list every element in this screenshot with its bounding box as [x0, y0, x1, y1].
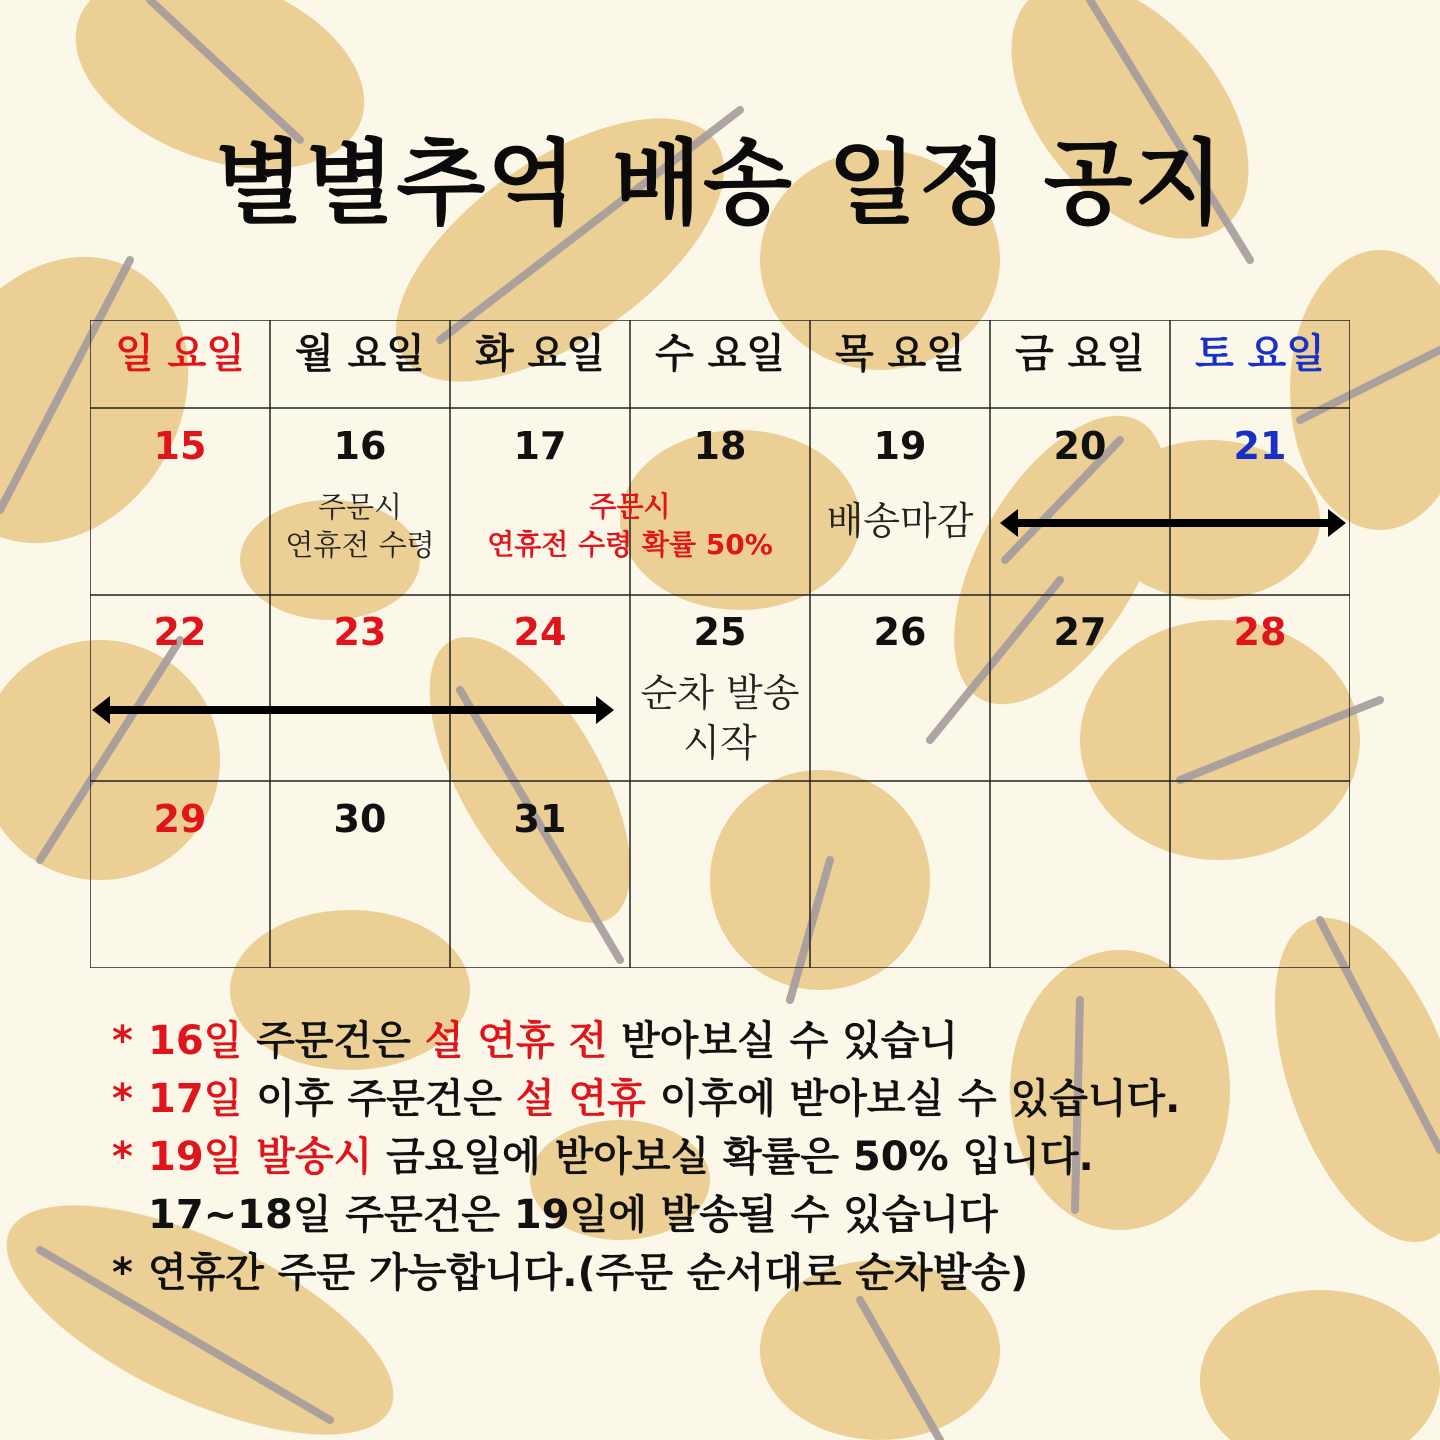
day-27: 27	[1053, 610, 1107, 654]
note-thu19: 배송마감	[826, 499, 974, 543]
notice-line-1	[112, 1012, 1372, 1070]
note-tue17-line1: 주문시	[589, 490, 671, 523]
bullet-star: *	[112, 1134, 133, 1180]
page-title: 별별추억 배송 일정 공지	[214, 130, 1226, 237]
day-22: 22	[153, 610, 207, 654]
notice-list	[112, 1012, 1372, 1302]
header-thursday: 목 요일	[835, 331, 965, 377]
day-29: 29	[153, 797, 207, 841]
day-24: 24	[513, 610, 567, 654]
notice-line-3	[112, 1128, 1372, 1186]
header-friday: 금 요일	[1015, 331, 1145, 377]
day-15: 15	[153, 424, 207, 468]
day-25: 25	[693, 610, 747, 654]
header-saturday: 토 요일	[1195, 331, 1325, 377]
note-mon16	[270, 488, 450, 564]
header-sunday: 일 요일	[115, 331, 245, 377]
notice-2-highlight: 설 연휴	[515, 1076, 646, 1122]
notice-line-2	[112, 1070, 1372, 1128]
bullet-star: *	[112, 1018, 133, 1064]
notice-1-date: 16일	[148, 1018, 243, 1064]
day-16: 16	[333, 424, 387, 468]
day-30: 30	[333, 797, 387, 841]
day-19: 19	[873, 424, 927, 468]
notice-2-text-a: 이후 주문건은	[242, 1076, 516, 1122]
day-17: 17	[513, 424, 567, 468]
notice-1-text-a: 주문건은	[242, 1018, 425, 1064]
day-31: 31	[513, 797, 567, 841]
notice-3-text: 금요일에 받아보실 확률은 50% 입니다.	[372, 1134, 1094, 1180]
bullet-star: *	[112, 1250, 133, 1296]
note-tue17	[470, 488, 790, 564]
note-tue17-line2: 연휴전 수령 확률 50%	[487, 528, 773, 561]
day-26: 26	[873, 610, 927, 654]
note-wed25-line1: 순차 발송	[640, 671, 800, 715]
day-21: 21	[1233, 424, 1287, 468]
notice-2-text-b: 이후에 받아보실 수 있습니다.	[645, 1076, 1181, 1122]
bullet-star: *	[112, 1076, 133, 1122]
arrow-fri-sat	[998, 505, 1348, 541]
calendar	[90, 320, 1350, 968]
arrow-sun-tue	[90, 692, 616, 728]
header-wednesday: 수 요일	[655, 331, 785, 377]
day-20: 20	[1053, 424, 1107, 468]
note-wed25	[630, 668, 810, 768]
notice-1-text-b: 받아보실 수 있습니	[607, 1018, 959, 1064]
notice-5-text: 연휴간 주문 가능합니다.(주문 순서대로 순차발송)	[148, 1250, 1029, 1296]
day-23: 23	[333, 610, 387, 654]
notice-line-4: 17~18일 주문건은 19일에 발송될 수 있습니다	[148, 1192, 998, 1238]
header-tuesday: 화 요일	[475, 331, 605, 377]
header-monday: 월 요일	[295, 331, 425, 377]
note-wed25-line2: 시작	[683, 721, 757, 765]
notice-line-5	[112, 1244, 1372, 1302]
notice-1-highlight: 설 연휴 전	[424, 1018, 608, 1064]
day-28: 28	[1233, 610, 1287, 654]
note-mon16-line1: 주문시	[317, 490, 403, 524]
day-18: 18	[693, 424, 747, 468]
note-mon16-line2: 연휴전 수령	[285, 528, 435, 562]
notice-2-date: 17일	[148, 1076, 243, 1122]
notice-3-date: 19일 발송시	[148, 1134, 373, 1180]
